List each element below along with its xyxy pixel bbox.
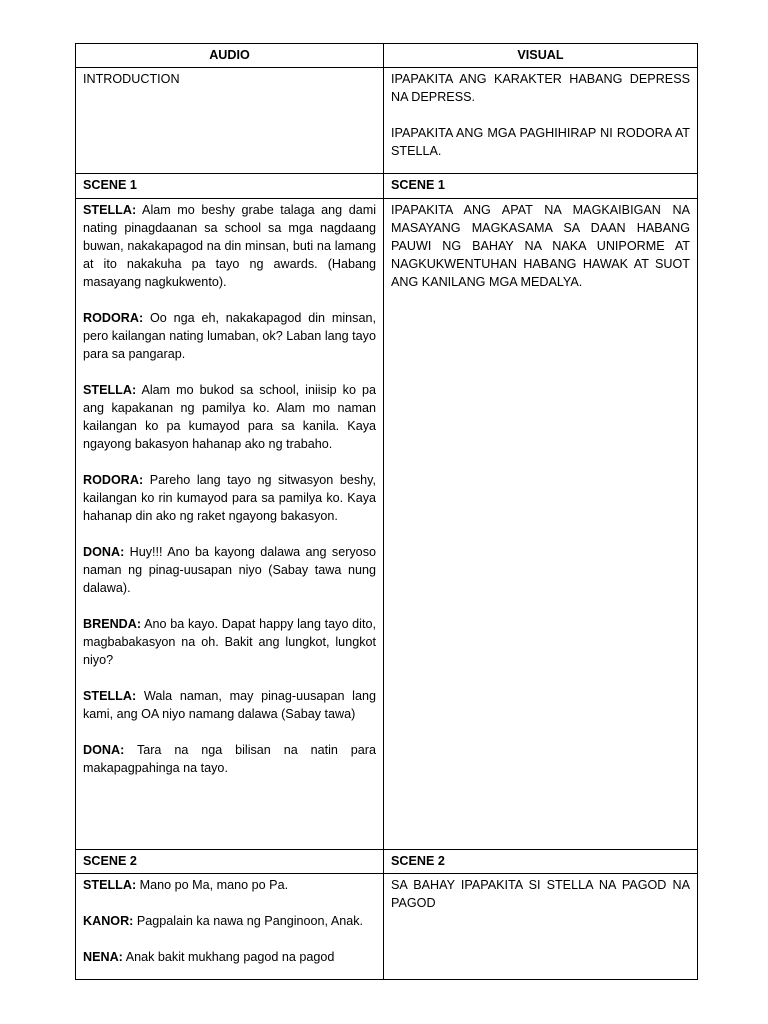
intro-visual-line-2: IPAPAKITA ANG MGA PAGHIHIRAP NI RODORA AT STELLA. [391,126,690,158]
scene2-visual-heading: SCENE 2 [384,850,698,874]
dialogue-line: Pareho lang tayo ng sitwasyon beshy, kailangan ko rin kumayod para sa pamilya ko. Kaya hahanap din ako ng raket ngayong bakasyon. [83,473,376,523]
header-row [76,44,698,68]
dialogue-line: Wala naman, may pinag-uusapan lang kami, ang OA niyo namang dalawa (Sabay tawa) [83,689,376,721]
intro-audio: INTRODUCTION [76,68,384,174]
dialogue-block [83,201,376,291]
audio-header: AUDIO [76,44,384,68]
scene2-visual: SA BAHAY IPAPAKITA SI STELLA NA PAGOD NA PAGOD [384,874,698,980]
dialogue-block [83,381,376,453]
speaker-name: DONA: [83,743,125,757]
dialogue-block [83,471,376,525]
dialogue-block [83,615,376,669]
visual-header: VISUAL [384,44,698,68]
dialogue-block [83,543,376,597]
script-table [75,43,698,980]
dialogue-line: Mano po Ma, mano po Pa. [139,878,289,892]
dialogue-block [83,876,376,894]
speaker-name: STELLA: [83,878,137,892]
speaker-name: KANOR: [83,914,134,928]
scene2-audio [76,874,384,980]
dialogue-block [83,948,376,966]
dialogue-block [83,741,376,777]
dialogue-line: Huy!!! Ano ba kayong dalawa ang seryoso naman ng pinag-uusapan niyo (Sabay tawa nung dalawa). [83,545,376,595]
intro-row [76,68,698,174]
speaker-name: DONA: [83,545,125,559]
speaker-name: STELLA: [83,383,137,397]
speaker-name: BRENDA: [83,617,142,631]
scene1-heading-row [76,174,698,199]
scene2-audio-heading: SCENE 2 [76,850,384,874]
speaker-name: STELLA: [83,203,137,217]
speaker-name: RODORA: [83,311,144,325]
speaker-name: NENA: [83,950,123,964]
scene2-heading-row [76,850,698,874]
intro-visual-line-1: IPAPAKITA ANG KARAKTER HABANG DEPRESS NA DEPRESS. [391,72,690,104]
scene1-visual: IPAPAKITA ANG APAT NA MAGKAIBIGAN NA MASAYANG MAGKASAMA SA DAAN HABANG PAUWI NG BAHAY NA NAKA UNIPORME AT NAGKUKWENTUHAN HABANG HAWAK AT SUOT ANG KANILANG MGA MEDALYA. [384,199,698,850]
scene2-row [76,874,698,980]
scene1-audio-heading: SCENE 1 [76,174,384,199]
speaker-name: RODORA: [83,473,144,487]
dialogue-line: Alam mo beshy grabe talaga ang dami nating pinagdaanan sa school sa mga nagdaang buwan, nakakapagod na din minsan, buti na lamang at ito nakakuha pa tayo ng awards. (Habang masayang nagkukwento). [83,203,377,289]
speaker-name: STELLA: [83,689,137,703]
dialogue-line: Anak bakit mukhang pagod na pagod [125,950,335,964]
dialogue-block [83,687,376,723]
dialogue-line: Ano ba kayo. Dapat happy lang tayo dito, magbabakasyon na oh. Bakit ang lungkot, lungkot niyo? [83,617,376,667]
scene1-audio [76,199,384,850]
dialogue-line: Alam mo bukod sa school, iniisip ko pa ang kapakanan ng pamilya ko. Alam mo naman kailangan ko pa kumayod para sa kanila. Kaya ngayong bakasyon hahanap ako ng trabaho. [83,383,376,451]
dialogue-line: Tara na nga bilisan na natin para makapagpahinga na tayo. [83,743,376,775]
dialogue-line: Pagpalain ka nawa ng Panginoon, Anak. [136,914,364,928]
scene1-row [76,199,698,850]
dialogue-block [83,309,376,363]
dialogue-block [83,912,376,930]
dialogue-line: Oo nga eh, nakakapagod din minsan, pero kailangan nating lumaban, ok? Laban lang tayo para sa pangarap. [83,311,376,361]
scene1-visual-heading: SCENE 1 [384,174,698,199]
intro-visual [384,68,698,174]
